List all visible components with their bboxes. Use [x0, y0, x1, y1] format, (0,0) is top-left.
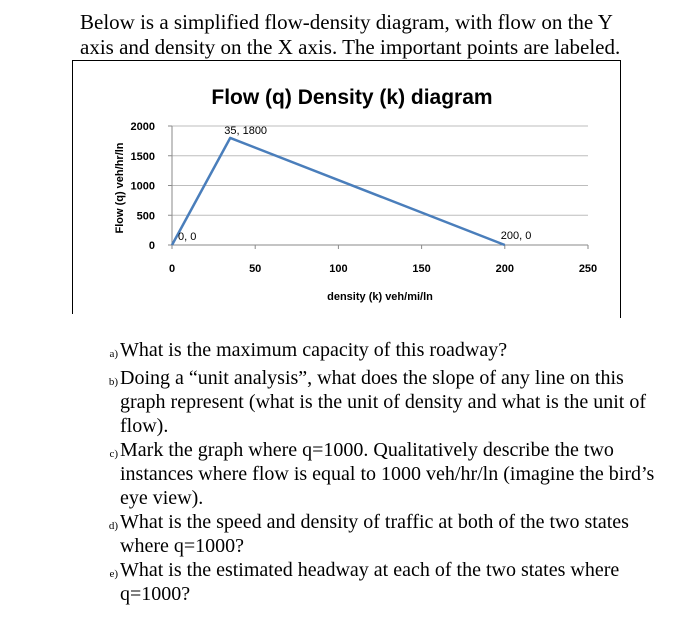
question-item — [84, 438, 664, 510]
x-axis-label: density (k) veh/mi/ln — [327, 291, 433, 303]
question-text: What is the estimated headway at each of the two states where q=1000? — [120, 559, 620, 605]
x-tick-label: 50 — [249, 263, 262, 275]
question-text: What is the speed and density of traffic at both of the two states where q=1000? — [120, 511, 629, 557]
intro-paragraph: Below is a simplified flow-density diagram, with flow on the Y axis and density on the X axis. The important points are labeled. — [80, 10, 621, 59]
question-text: Mark the graph where q=1000. Qualitatively describe the two instances where flow is equal to 1000 veh/hr/ln (imagine the bird’s eye view). — [120, 439, 655, 509]
question-item — [84, 558, 664, 606]
question-label: c) — [109, 448, 118, 460]
y-tick-label: 0 — [148, 240, 155, 252]
point-annotations — [178, 125, 531, 243]
series-line-flow — [172, 138, 505, 245]
y-tick-label: 2000 — [130, 121, 155, 133]
question-label: d) — [108, 520, 118, 532]
y-tick-label: 1000 — [130, 180, 155, 193]
question-item — [84, 510, 664, 558]
chart-title: Flow (q) Density (k) diagram — [211, 86, 493, 109]
x-tick-label: 250 — [578, 263, 598, 275]
y-tick-label: 1500 — [130, 150, 155, 163]
y-axis-label: Flow (q) veh/hr/ln — [114, 142, 126, 234]
x-tick-label: 150 — [412, 263, 431, 275]
x-tick-label: 0 — [168, 263, 176, 275]
question-item — [84, 366, 664, 438]
question-item — [84, 338, 664, 366]
y-tick-label: 500 — [136, 210, 155, 223]
question-label: a) — [109, 348, 118, 360]
question-label: b) — [108, 376, 118, 388]
point-annotation: 0, 0 — [178, 231, 197, 243]
x-tick-label: 100 — [329, 263, 348, 275]
series-lines — [172, 138, 505, 245]
point-annotation: 35, 1800 — [224, 124, 268, 137]
question-label: e) — [109, 568, 118, 580]
x-tick-labels — [169, 263, 597, 275]
y-tick-labels — [131, 121, 155, 252]
point-annotation: 200, 0 — [500, 230, 532, 242]
x-tick-label: 200 — [495, 263, 514, 275]
question-text: What is the maximum capacity of this roadway? — [120, 339, 508, 361]
question-list — [84, 338, 664, 606]
question-text: Doing a “unit analysis”, what does the slope of any line on this graph represent (what is the unit of density and what is the unit of flow). — [120, 367, 646, 437]
